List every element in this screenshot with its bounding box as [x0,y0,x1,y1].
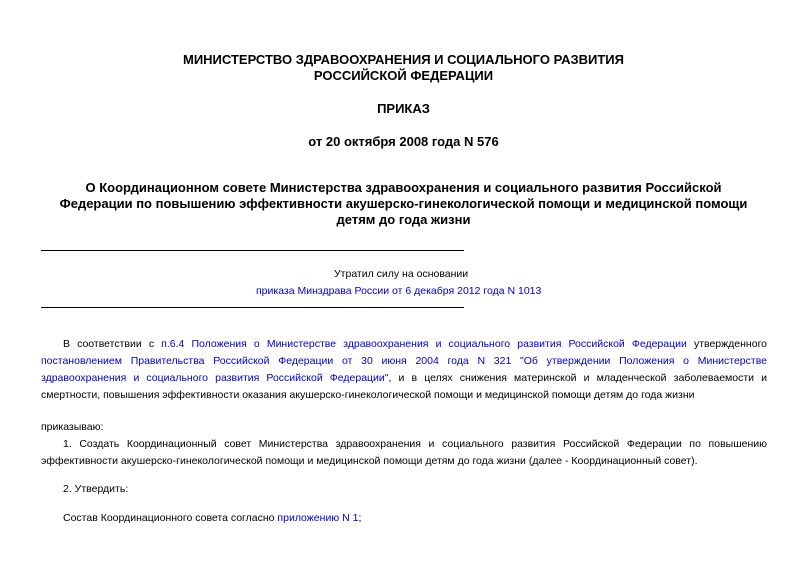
order-item-2: 2. Утвердить: [63,483,129,495]
document-title-line2: Федерации по повышению эффективности акушерско-гинекологической помощи и медицинской помощи [59,196,748,211]
ministry-name-line1: МИНИСТЕРСТВО ЗДРАВООХРАНЕНИЯ И СОЦИАЛЬНОГО РАЗВИТИЯ [183,52,624,67]
expired-status-text: Утратил силу на основании [334,268,469,280]
expired-order-link[interactable]: приказа Минздрава России от 6 декабря 2012 года N 1013 [256,285,542,297]
composition-suffix: ; [358,512,362,524]
divider-top [41,250,464,251]
expired-status-link-wrap [256,284,541,298]
document-title-line1: О Координационном совете Министерства здравоохранения и социального развития Российской [85,180,722,195]
document-type: ПРИКАЗ [377,101,430,116]
order-word: приказываю: [41,421,104,433]
document-title-line3: детям до года жизни [336,212,471,227]
resolution-link[interactable]: постановлением Правительства Российской Федерации от 30 июня 2004 года N 321 "Об утверждении Положения о Министерстве здравоохранения и социального развития Российской Федерации" [41,355,767,384]
regulation-link[interactable]: п.6.4 Положения о Министерстве здравоохранения и социального развития Российской Федерации [161,338,687,350]
order-item-1: 1. Создать Координационный совет Министерства здравоохранения и социального развития Российской Федерации по повышению эффективности акушерско-гинекологической помощи и медицинской помощи детям до года жизни (далее - Координационный совет). [41,438,767,467]
appendix-1-link[interactable]: приложению N 1 [277,512,359,524]
ministry-name-line2: РОССИЙСКОЙ ФЕДЕРАЦИИ [313,68,494,83]
composition-prefix: Состав Координационного совета согласно [63,512,278,524]
composition-paragraph [41,510,767,527]
document-date-number: от 20 октября 2008 года N 576 [308,134,499,149]
preamble-mid: утвержденного [686,338,768,350]
divider-bottom [41,307,464,308]
preamble-suffix: , и в целях снижения материнской и младенческой заболеваемости и смертности, повышения эффективности оказания акушерско-гинекологической помощи и медицинской помощи детям до года жизни [41,372,767,401]
preamble-prefix: В соответствии с [63,338,162,350]
preamble-paragraph [41,336,767,404]
